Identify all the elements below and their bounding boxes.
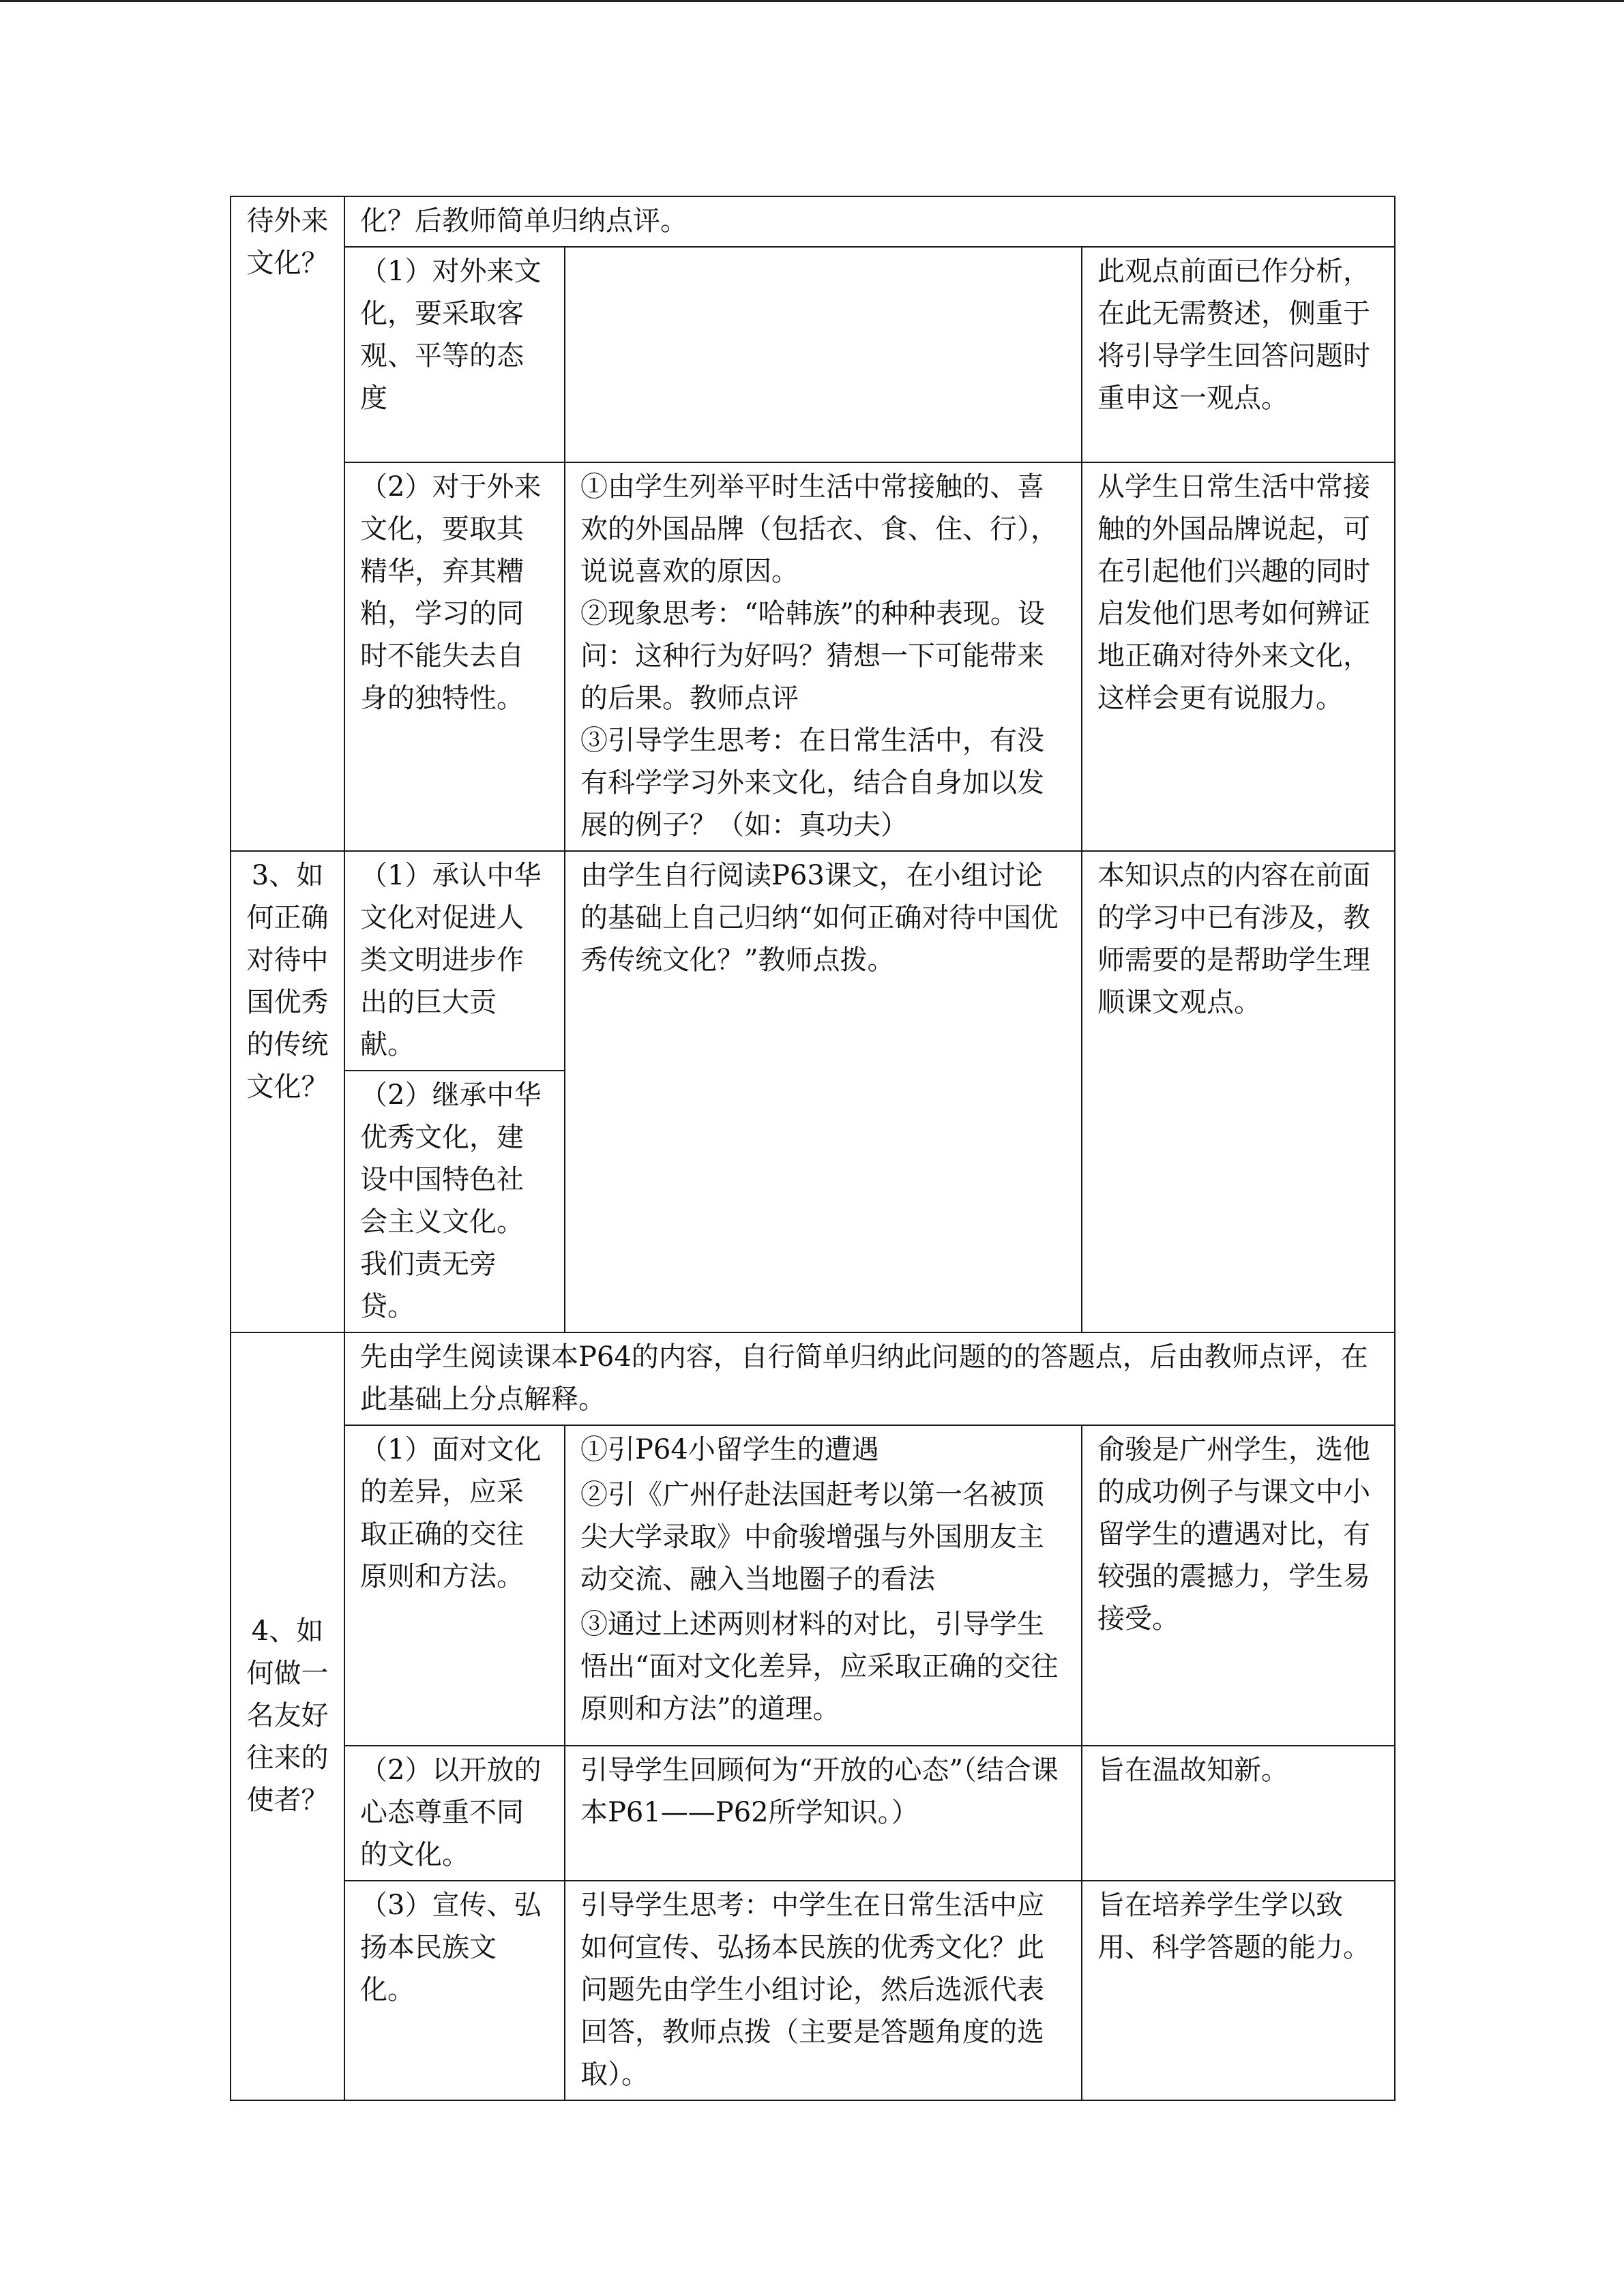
activity-cell: 引导学生回顾何为“开放的心态”（结合课本P61——P62所学知识。） [565, 1746, 1082, 1881]
table-row [231, 1746, 1395, 1881]
topic-cell: 3、如何正确对待中国优秀的传统文化？ [231, 851, 344, 1332]
table-row [231, 851, 1395, 1071]
table-row [231, 1881, 1395, 2100]
point-cell: （2）继承中华优秀文化，建设中国特色社会主义文化。我们责无旁贷。 [344, 1071, 565, 1332]
lesson-plan-table [230, 196, 1396, 2101]
activity-item: ①由学生列举平时生活中常接触的、喜欢的外国品牌（包括衣、食、住、行），说说喜欢的原因。 [580, 471, 1058, 587]
point-cell: （1）对外来文化，要采取客观、平等的态度 [344, 247, 565, 462]
note-cell: 俞骏是广州学生，选他的成功例子与课文中小留学生的遭遇对比，有较强的震撼力，学生易接受。 [1082, 1425, 1395, 1746]
activity-item: ①引P64小留学生的遭遇 [580, 1434, 879, 1465]
table-row [231, 462, 1395, 851]
activity-cell: 由学生自行阅读P63课文，在小组讨论的基础上自己归纳“如何正确对待中国优秀传统文化？”教师点拨。 [565, 851, 1082, 1332]
point-cell: （2）对于外来文化，要取其精华，弃其糟粕，学习的同时不能失去自身的独特性。 [344, 462, 565, 851]
intro-cell: 先由学生阅读课本P64的内容，自行简单归纳此问题的的答题点，后由教师点评，在此基础上分点解释。 [344, 1332, 1395, 1425]
note-cell: 旨在培养学生学以致用、科学答题的能力。 [1082, 1881, 1395, 2100]
note-cell: 此观点前面已作分析，在此无需赘述，侧重于将引导学生回答问题时重申这一观点。 [1082, 247, 1395, 462]
point-cell: （1）面对文化的差异，应采取正确的交往原则和方法。 [344, 1425, 565, 1746]
note-cell: 从学生日常生活中常接触的外国品牌说起，可在引起他们兴趣的同时启发他们思考如何辨证地正确对待外来文化，这样会更有说服力。 [1082, 462, 1395, 851]
note-cell: 旨在温故知新。 [1082, 1746, 1395, 1881]
table-row [231, 196, 1395, 247]
activity-cell [565, 1425, 1082, 1746]
activity-cell [565, 247, 1082, 462]
table-row [231, 1332, 1395, 1425]
topic-cell: 待外来文化？ [231, 196, 344, 851]
activity-cell: 引导学生思考：中学生在日常生活中应如何宣传、弘扬本民族的优秀文化？此问题先由学生小组讨论，然后选派代表回答，教师点拨（主要是答题角度的选取）。 [565, 1881, 1082, 2100]
point-cell: （3）宣传、弘扬本民族文化。 [344, 1881, 565, 2100]
page-top-border [0, 0, 1624, 2]
table-row [231, 247, 1395, 462]
table-row [231, 1425, 1395, 1746]
topic-cell: 4、如何做一名友好往来的使者？ [231, 1332, 344, 2100]
activity-item: ②现象思考：“哈韩族”的种种表现。设问：这种行为好吗？猜想一下可能带来的后果。教师点评 [580, 598, 1045, 714]
activity-cell [565, 462, 1082, 851]
point-cell: （2）以开放的心态尊重不同的文化。 [344, 1746, 565, 1881]
point-cell: （1）承认中华文化对促进人类文明进步作出的巨大贡献。 [344, 851, 565, 1071]
activity-item: ②引《广州仔赴法国赶考以第一名被顶尖大学录取》中俞骏增强与外国朋友主动交流、融入当地圈子的看法 [580, 1479, 1044, 1595]
activity-item: ③引导学生思考：在日常生活中，有没有科学学习外来文化，结合自身加以发展的例子？（如：真功夫） [580, 725, 1044, 841]
note-cell: 本知识点的内容在前面的学习中已有涉及，教师需要的是帮助学生理顺课文观点。 [1082, 851, 1395, 1332]
activity-item: ③通过上述两则材料的对比，引导学生悟出“面对文化差异，应采取正确的交往原则和方法”的道理。 [580, 1609, 1059, 1725]
intro-cell: 化？后教师简单归纳点评。 [344, 196, 1395, 247]
